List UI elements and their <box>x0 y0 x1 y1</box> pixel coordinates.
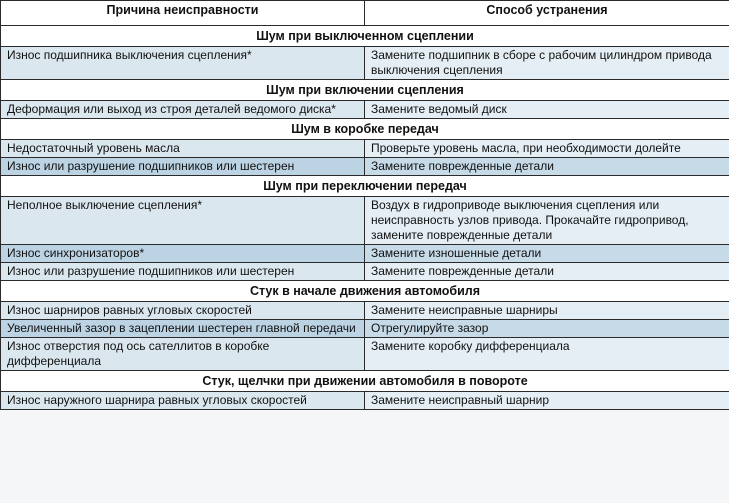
remedy-cell: Замените изношенные детали <box>365 245 729 263</box>
section-header-row <box>1 26 729 47</box>
remedy-cell: Воздух в гидроприводе выключения сцепления или неисправность узлов привода. Прокачайте гидропривод, замените поврежденные детали <box>365 197 729 245</box>
remedy-cell: Замените коробку дифференциала <box>365 338 729 371</box>
section-title: Шум в коробке передач <box>1 119 729 140</box>
table-row <box>1 245 729 263</box>
section-header-row <box>1 80 729 101</box>
section-title: Шум при выключенном сцеплении <box>1 26 729 47</box>
remedy-cell: Замените ведомый диск <box>365 101 729 119</box>
section-title: Стук в начале движения автомобиля <box>1 281 729 302</box>
cause-cell: Износ шарниров равных угловых скоростей <box>1 302 365 320</box>
table-row <box>1 338 729 371</box>
cause-cell: Износ подшипника выключения сцепления* <box>1 47 365 80</box>
header-remedy: Способ устранения <box>365 1 729 26</box>
table-row <box>1 302 729 320</box>
remedy-cell: Замените подшипник в сборе с рабочим цилиндром привода выключения сцепления <box>365 47 729 80</box>
section-header-row <box>1 176 729 197</box>
remedy-cell: Проверьте уровень масла, при необходимости долейте <box>365 140 729 158</box>
table-row <box>1 101 729 119</box>
table-row <box>1 263 729 281</box>
section-header-row <box>1 119 729 140</box>
table-row <box>1 140 729 158</box>
cause-cell: Износ наружного шарнира равных угловых скоростей <box>1 392 365 410</box>
table-row <box>1 158 729 176</box>
remedy-cell: Замените неисправный шарнир <box>365 392 729 410</box>
header-cause: Причина неисправности <box>1 1 365 26</box>
table-row <box>1 320 729 338</box>
section-title: Шум при включении сцепления <box>1 80 729 101</box>
cause-cell: Недостаточный уровень масла <box>1 140 365 158</box>
section-title: Шум при переключении передач <box>1 176 729 197</box>
cause-cell: Износ синхронизаторов* <box>1 245 365 263</box>
section-title: Стук, щелчки при движении автомобиля в повороте <box>1 371 729 392</box>
table-body <box>1 26 729 410</box>
cause-cell: Износ или разрушение подшипников или шестерен <box>1 263 365 281</box>
section-header-row <box>1 371 729 392</box>
remedy-cell: Замените поврежденные детали <box>365 263 729 281</box>
cause-cell: Неполное выключение сцепления* <box>1 197 365 245</box>
cause-cell: Увеличенный зазор в зацеплении шестерен главной передачи <box>1 320 365 338</box>
section-header-row <box>1 281 729 302</box>
remedy-cell: Отрегулируйте зазор <box>365 320 729 338</box>
remedy-cell: Замените поврежденные детали <box>365 158 729 176</box>
table-row <box>1 47 729 80</box>
cause-cell: Деформация или выход из строя деталей ведомого диска* <box>1 101 365 119</box>
cause-cell: Износ отверстия под ось сателлитов в коробке дифференциала <box>1 338 365 371</box>
table-row <box>1 197 729 245</box>
cause-cell: Износ или разрушение подшипников или шестерен <box>1 158 365 176</box>
remedy-cell: Замените неисправные шарниры <box>365 302 729 320</box>
table-row <box>1 392 729 410</box>
table-header-row <box>1 1 729 26</box>
